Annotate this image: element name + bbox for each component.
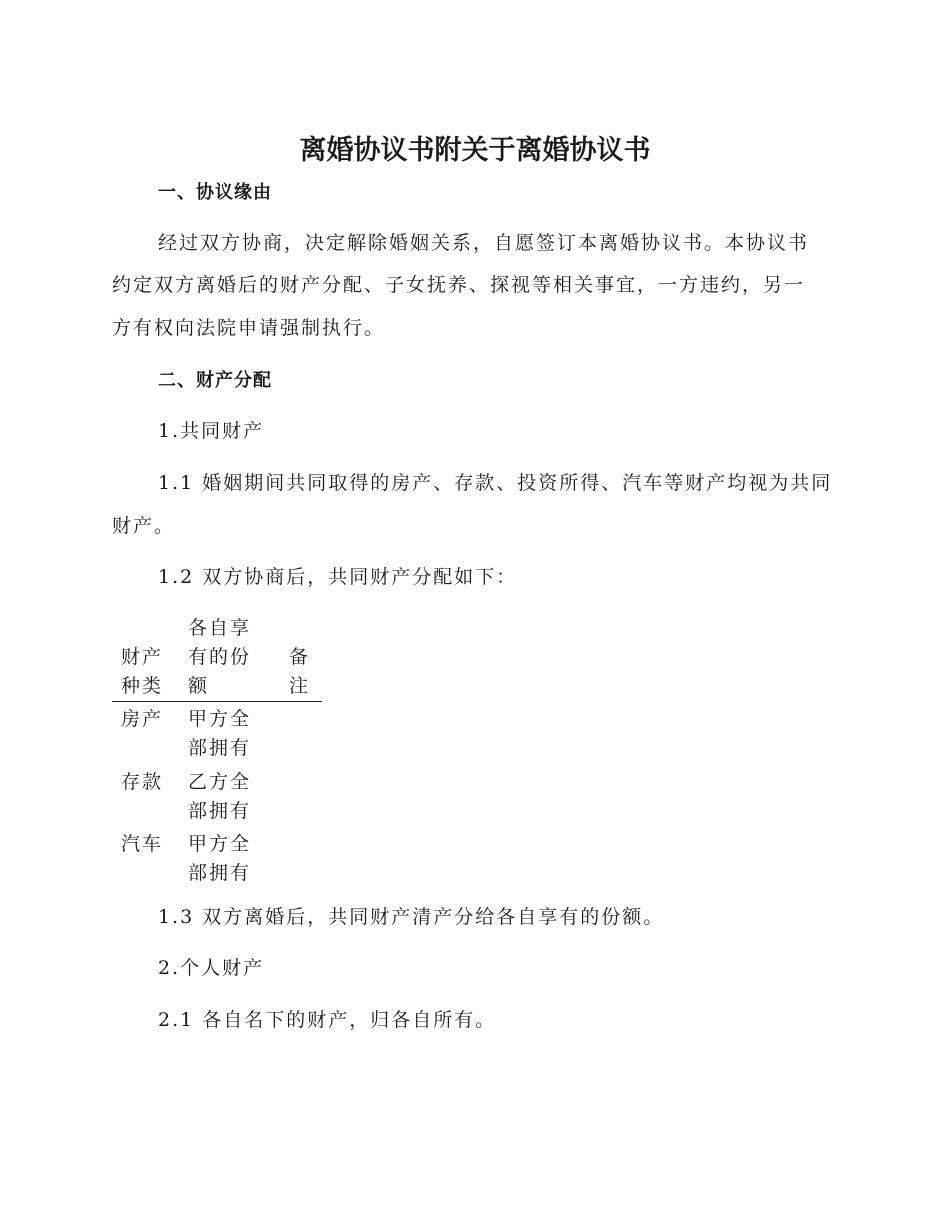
table-cell-type: 汽车 bbox=[121, 833, 164, 855]
paragraph-item-1-3: 1.3 双方离婚后，共同财产清产分给各自享有的份额。 bbox=[158, 906, 665, 928]
table-cell-share bbox=[188, 705, 251, 763]
section-heading-reason: 一、协议缘由 bbox=[158, 182, 272, 203]
table-header-text: 各自享 bbox=[188, 617, 252, 639]
table-cell-text: 部拥有 bbox=[188, 737, 252, 759]
table-header-rule bbox=[112, 701, 322, 702]
paragraph-line: 约定双方离婚后的财产分配、子女抚养、探视等相关事宜，一方违约，另一 bbox=[112, 274, 806, 296]
table-cell-share bbox=[188, 768, 251, 826]
table-cell-text: 乙方全 bbox=[188, 771, 252, 793]
table-cell-text: 甲方全 bbox=[188, 833, 252, 855]
table-header-text: 有的份 bbox=[188, 646, 252, 668]
table-cell-type: 房产 bbox=[121, 708, 164, 730]
table-cell-text: 部拥有 bbox=[188, 862, 252, 884]
paragraph-item-2-1: 2.1 各自名下的财产，归各自所有。 bbox=[158, 1009, 497, 1031]
table-header-text: 备 bbox=[289, 646, 311, 668]
table-header-share bbox=[188, 614, 251, 701]
paragraph-item-1-2: 1.2 双方协商后，共同财产分配如下： bbox=[158, 566, 518, 588]
table-header-type bbox=[121, 643, 163, 701]
table-header-text: 种类 bbox=[121, 675, 164, 697]
table-header-text: 财产 bbox=[121, 646, 164, 668]
table-header-text: 注 bbox=[289, 675, 311, 697]
document-title: 离婚协议书附关于离婚协议书 bbox=[299, 135, 651, 166]
paragraph-line: 财产。 bbox=[112, 515, 176, 537]
table-header-text: 额 bbox=[188, 675, 210, 697]
table-header-note bbox=[289, 643, 310, 701]
subsection-title-common-property: 1.共同财产 bbox=[158, 420, 265, 442]
paragraph-line: 1.1 婚姻期间共同取得的房产、存款、投资所得、汽车等财产均视为共同 bbox=[158, 472, 833, 494]
section-heading-property: 二、财产分配 bbox=[158, 370, 272, 391]
paragraph-line: 方有权向法院申请强制执行。 bbox=[112, 317, 386, 339]
table-cell-text: 甲方全 bbox=[188, 708, 252, 730]
table-cell-share bbox=[188, 830, 251, 888]
table-cell-text: 部拥有 bbox=[188, 800, 252, 822]
table-cell-type: 存款 bbox=[121, 771, 164, 793]
subsection-title-personal-property: 2.个人财产 bbox=[158, 957, 265, 979]
paragraph-line: 经过双方协商，决定解除婚姻关系，自愿签订本离婚协议书。本协议书 bbox=[158, 232, 810, 254]
